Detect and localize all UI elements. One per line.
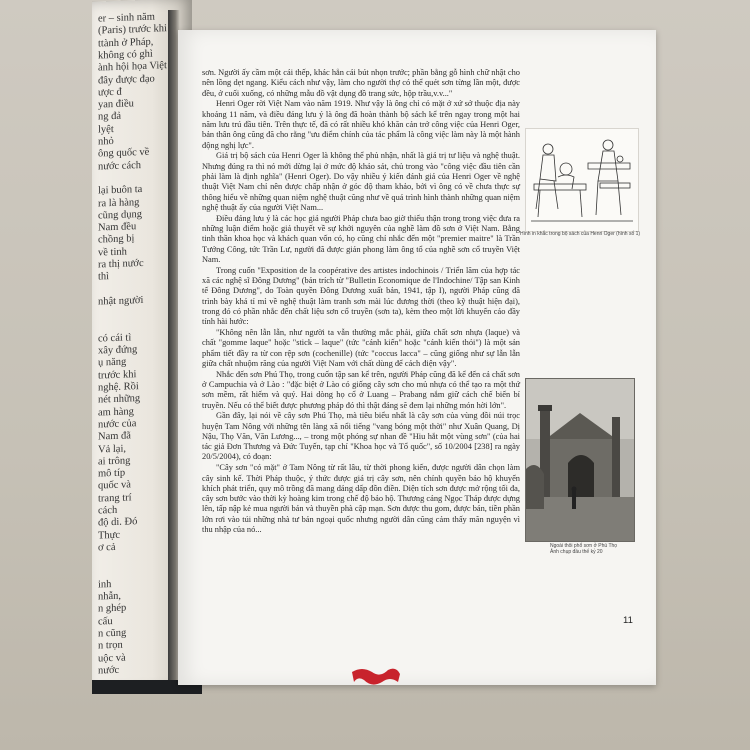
- left-page-fragment: ông quốc về: [98, 147, 150, 160]
- left-page-fragment: ụ năng: [98, 356, 127, 369]
- left-page-fragment: n trọn: [98, 639, 123, 652]
- paragraph: Trong cuốn "Exposition de la coopérative des artistes indochinois / Triển lãm của hợp tác xã các nghệ sĩ Đông Dương" (bản trích từ "Bulletin Economique de l'Indochine/ Tập san Kinh tế Đông Dương", do Toàn quyền Đông Dương xuất bản, 1941, tập I), người Pháp cũng đã trình bày khá tỉ mỉ về nghệ thuật làm tranh sơn mài lúc đương thời (theo kỹ thuật hiện đại), trong đó có phần nhắc đến chất liệu sơn cổ truyền (sơn ta), kèm theo một lời khuyến cáo đầy tính hài hước:: [202, 265, 520, 327]
- paragraph: Henri Oger rời Việt Nam vào năm 1919. Như vậy là ông chỉ có mặt ở xứ sở thuộc địa này khoảng 11 năm, và điều đáng lưu ý là ông đã hoàn thành bộ sách kể trên ngay trong một hai năm lưu trú đầu tiên. Trên thực tế, đã có rất nhiều khó khăn cản trở công việc của Henri Oger, bản thân ông cũng đã cho rằng "ưu điểm chính của tác phẩm là công việc làm này là một hành động nghị lực".: [202, 99, 520, 150]
- left-page-fragment: uộc và: [98, 652, 126, 665]
- left-page-fragment: ra là hàng: [98, 196, 140, 210]
- paragraph: Gần đây, lại nói về cây sơn Phú Thọ, mà tiêu biểu nhất là cây sơn của vùng đồi núi trọc huyện Tam Nông với những tên làng xã nổi tiếng "vang bóng một thời" như Xuân Quang, Dị Nậu, Thọ Văn, Văn Lương..., – trong một phóng sự nhan đề "Hiu hắt một vùng sơn" (của hai tác giả Đơn Thương và Đức Tuyến, tạp chí "Khoa học và Tổ quốc", số 10/2004 [238] ra ngày 20/5/2004), có đoạn:: [202, 411, 520, 462]
- left-page-fragment: ttành ở Pháp,: [98, 36, 154, 50]
- left-page-fragment: inh: [98, 578, 112, 591]
- historic-photo: [525, 378, 635, 542]
- left-page-fragment: er – sinh năm: [98, 11, 155, 25]
- left-page-fragment: nước của: [98, 418, 137, 431]
- left-page-fragment: thì: [98, 271, 110, 283]
- left-page-fragment: n ghép: [98, 602, 127, 615]
- left-page-fragment: Thực: [98, 529, 121, 542]
- left-page-fragment: (Paris) trước khi: [98, 23, 167, 37]
- left-page-fragment: nghệ. Rồi: [98, 381, 139, 394]
- left-page-fragment: cũng dụng: [98, 208, 143, 222]
- paragraph: Điều đáng lưu ý là các học giả người Pháp chưa bao giờ thiếu thận trong trong việc đưa ra những luận điểm hoặc giả thuyết về sự khởi nguyên của nghề làm đồ sơn ở Việt Nam. Bằng tinh thần khoa học và khách quan vốn có, họ cũng chỉ nhắc đến một "premier maitre" là Trần Tướng Công, tức Trần Lư, người đã được giản phong làm ông tổ của nghề sơn cổ truyền Việt Nam.: [202, 213, 520, 264]
- left-page-fragment: nhẫn,: [98, 590, 122, 603]
- left-page-fragment: lyệt: [98, 123, 114, 136]
- body-text: [202, 68, 520, 536]
- left-page-fragment: Vả lại,: [98, 443, 126, 456]
- left-page-fragment: nhỏ: [98, 135, 114, 148]
- left-page-fragment: ra thị nước: [98, 257, 144, 271]
- left-page-fragment: Nam đã: [98, 430, 131, 443]
- left-page-fragment: nhật người: [98, 294, 144, 308]
- left-page-fragment: Nam đều: [98, 221, 137, 234]
- left-page-fragment: am hàng: [98, 405, 134, 419]
- engraving-illustration: [526, 129, 638, 231]
- left-page-fragment: quốc và: [98, 479, 131, 492]
- left-page-fragment: ng đả: [98, 111, 122, 123]
- bookmark-ribbon: [350, 664, 402, 688]
- left-page-fragment: đây được đạo: [98, 73, 155, 87]
- right-page: [178, 30, 656, 685]
- left-page-fragment: nét những: [98, 393, 141, 406]
- left-page-fragment: ai trông: [98, 455, 131, 468]
- left-page-fragment: trước khi: [98, 368, 137, 382]
- left-page-fragment: lại buôn ta: [98, 184, 143, 197]
- temple-gate-photo: [526, 379, 634, 541]
- left-page-fragment: trang trí: [98, 492, 132, 505]
- left-page-fragment: độ di. Đó: [98, 516, 138, 529]
- left-page-fragment: n cũng: [98, 627, 127, 640]
- paragraph: Giá trị bộ sách của Henri Oger là không thể phủ nhận, nhất là giá trị tư liệu và nghệ thuật. Nhưng đúng ra thì nó mới dừng lại ở mức độ khảo sát, chủ trong vào "công việc đầu tiên cần phải làm là định nghĩa" (Henri Oger). Do vậy nhiều ý kiến đánh giá của Henri Oger về nghệ thuật Việt Nam chỉ nên được chấp nhận ở góc độ tham khảo, bởi vì ông có về chưa thực sự thông hiểu về những quan niệm nghệ thuật cũng như về quá trình hình thành những quan niệm nghệ thuật ấy của người Việt Nam...: [202, 151, 520, 212]
- left-page-fragment: chồng bị: [98, 233, 135, 246]
- paragraph: "Cây sơn "có mặt" ở Tam Nông từ rất lâu, từ thời phong kiến, được người dân chọn làm cây sinh kế. Thời Pháp thuộc, ý thức được giá trị cây sơn, nên chính quyền bảo hộ khuyến khích phát triển, quy mô trồng đã mang dáng dấp đồn điền. Diện tích sơn được mở rộng tối đa, cây sơn bước vào thời kỳ hoàng kim trong chế độ bảo hộ. Thương cảng Ngọc Tháp được dựng lên, tấp nập kẻ mua người bán và thuyền phà cập mạn. Sơn được thu gom, được bán, tiền phần lớn rơi vào túi những nhà tư bản ngoại quốc nhưng người dân cũng cảm thấy mãn nguyện vì thu nhập của nó...: [202, 463, 520, 535]
- left-page-fragment: nước: [98, 664, 120, 677]
- left-page-fragment: xây đứng: [98, 344, 138, 357]
- page-number: 11: [623, 615, 633, 626]
- left-page-fragment: cấu: [98, 615, 113, 628]
- left-page-fragment: yan điều: [98, 98, 134, 111]
- engraving-caption: Hình in khắc trong bộ sách của Henri Oger (hình số 1): [520, 231, 641, 237]
- photo-caption: Ngoài thôi phổ sơn ở Phú Thọ Ảnh chụp đầu thế kỷ 20: [550, 543, 618, 555]
- engraving-figure: [525, 128, 639, 232]
- paragraph: sơn. Người ấy cầm một cái thếp, khác hẳn cái bút nhọn trước; phần bằng gỗ hình chữ nhật cho nên lồng dẹt ngang. Kiểu cách như vậy, làm cho người thợ có thể quét sơn từng lần một, được đều, ở cuối xuống, có những mẫu đồ vật dụng đồ trang sức, hộp trầu,v.v...": [202, 68, 520, 98]
- left-page-fragment: không có ghì: [98, 48, 153, 62]
- paragraph: "Không nên lẫn lẫn, như người ta vẫn thường mắc phải, giữa chất sơn nhựa (laque) và chất "gomme laque" hoặc "stick – laque" (tức "cánh kiến" hoặc "cánh kiến thỏi") là một sản phẩm tiết đầy ra từ con rệp sơn (cochenille) (tức "coccus lacca" – cũng giống như sự lẫn lẫn giữa chất nhuộm răng của người Việt Nam với chất dùng để cách điện vậy".: [202, 327, 520, 368]
- left-page-fragment: mô típ: [98, 467, 126, 480]
- left-page-fragment: có cái tì: [98, 332, 132, 345]
- left-page-fragment: cách: [98, 504, 118, 517]
- left-page-fragment: ơ cả: [98, 541, 116, 554]
- left-page-fragment: ành hội họa Việt: [98, 60, 167, 74]
- left-page-fragment: nước cách: [98, 159, 142, 173]
- left-page-fragment: về tinh: [98, 246, 127, 259]
- left-page-fragment: ược đ: [98, 86, 122, 99]
- paragraph: Nhắc đến sơn Phú Thọ, trong cuốn tập san kể trên, người Pháp cũng đã kể đến cả chất sơn ở Campuchia và ở Lào : "đặc biệt ở Lào có giống cây sơn cho mủ nhựa có thể tạo ra một thứ sơn mềm, rất hiếm và quý. Hai dòng họ cổ ở Luang – Prabang nắm giữ cách chế biến bí truyền. Nếu có thể biết được phương pháp đó thì thật đáng sẽ đem lại những món hời lớn".: [202, 369, 520, 410]
